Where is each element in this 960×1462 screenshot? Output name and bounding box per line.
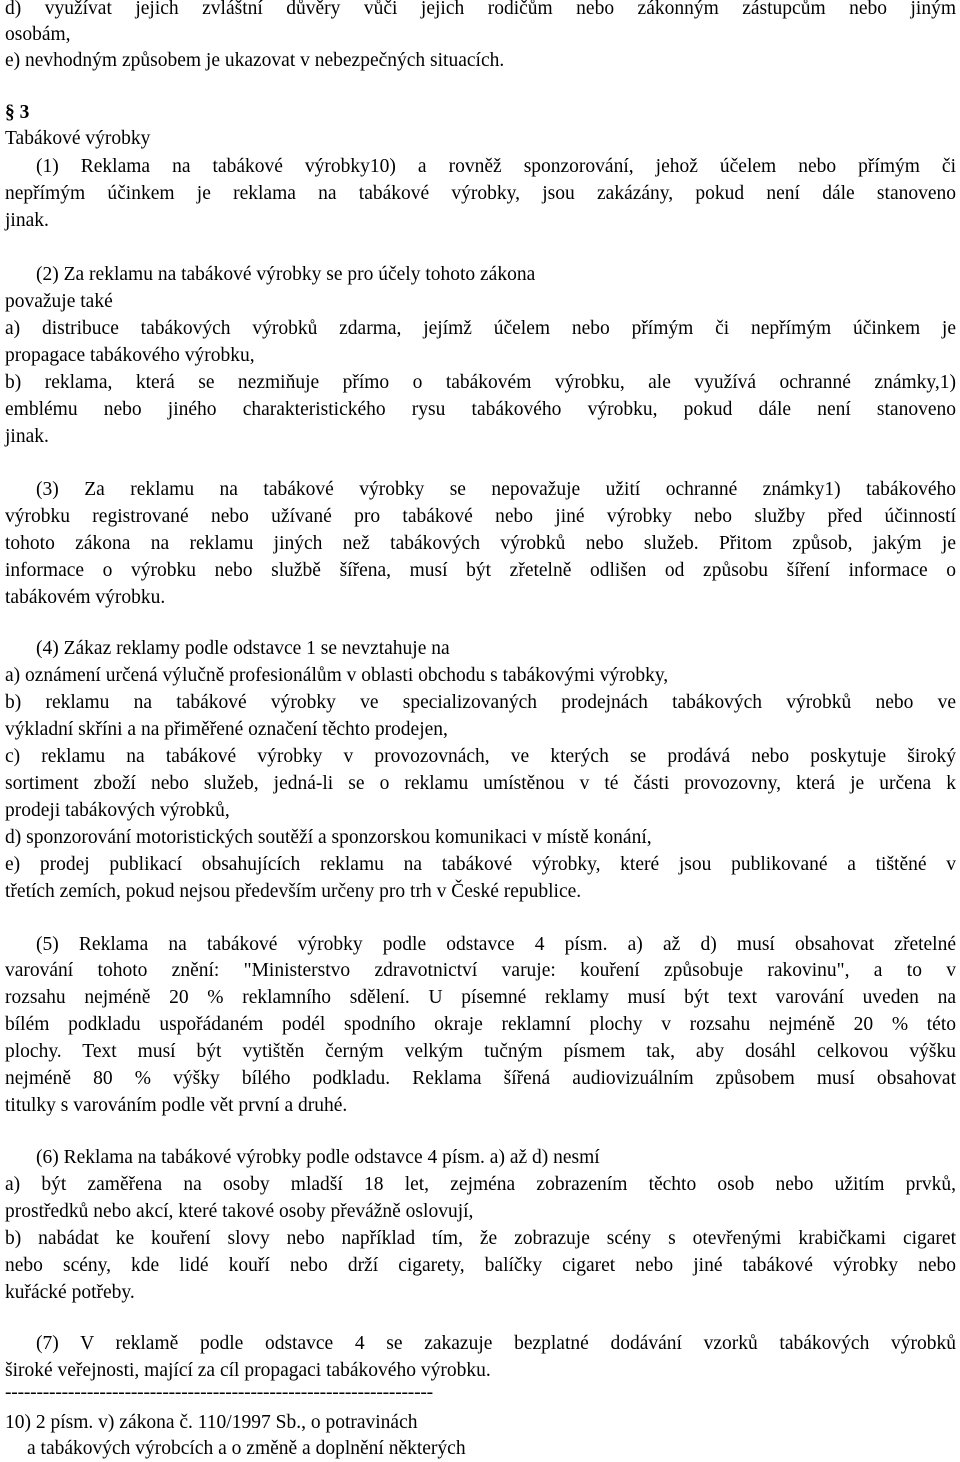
para1-line: nepřímým účinkem je reklama na tabákové výrobky, jsou zakázány, pokud není dále stanoveno bbox=[5, 183, 956, 204]
para6-line: (6) Reklama na tabákové výrobky podle odstavce 4 písm. a) až d) nesmí bbox=[36, 1147, 600, 1168]
para6-line: kuřácké potřeby. bbox=[5, 1282, 135, 1303]
para3-line: (3) Za reklamu na tabákové výrobky se nepovažuje užití ochranné známky1) tabákového bbox=[36, 479, 956, 500]
para2-line: propagace tabákového výrobku, bbox=[5, 345, 255, 366]
para5-line: (5) Reklama na tabákové výrobky podle odstavce 4 písm. a) až d) musí obsahovat zřetelné bbox=[36, 934, 956, 955]
list-item-d: d) využívat jejich zvláštní důvěry vůči jejich rodičům nebo zákonným zástupcům nebo jiným bbox=[5, 0, 956, 19]
para3-line: informace o výrobku nebo službě šířena, musí být zřetelně odlišen od způsobu šíření informace o bbox=[5, 560, 956, 581]
para2-line: a) distribuce tabákových výrobků zdarma, jejímž účelem nebo přímým či nepřímým účinkem je bbox=[5, 318, 956, 339]
para4-line: c) reklamu na tabákové výrobky v provozovnách, ve kterých se prodává nebo poskytuje široký bbox=[5, 746, 956, 767]
para5-line: plochy. Text musí být vytištěn černým velkým tučným písmem tak, aby dosáhl celkovou výšku bbox=[5, 1041, 956, 1062]
para5-line: nejméně 80 % výšky bílého podkladu. Reklama šířená audiovizuálním způsobem musí obsahovat bbox=[5, 1068, 956, 1089]
para4-line: výkladní skříni a na přiměřené označení těchto prodejen, bbox=[5, 719, 448, 740]
para4-line: sortiment zboží nebo služeb, jedná-li se o reklamu umístěnou v té části provozovny, která je určena k bbox=[5, 773, 956, 794]
para6-line: prostředků nebo akcí, které takové osoby převážně oslovují, bbox=[5, 1201, 474, 1222]
para5-line: bílém podkladu uspořádaném podél spodního okraje reklamní plochy v rozsahu nejméně 20 % této bbox=[5, 1014, 956, 1035]
footnote-line: a tabákových výrobcích a o změně a doplnění některých bbox=[27, 1438, 466, 1459]
para4-line: d) sponzorování motoristických soutěží a sponzorskou komunikaci v místě konání, bbox=[5, 827, 652, 848]
para6-line: nebo scény, kde lidé kouří nebo drží cigarety, balíčky cigaret nebo jiné tabákové výrobky nebo bbox=[5, 1255, 956, 1276]
para4-line: e) prodej publikací obsahujících reklamu na tabákové výrobky, které jsou publikované a tištěné v bbox=[5, 854, 956, 875]
para7-line: široké veřejnosti, mající za cíl propagaci tabákového výrobku. bbox=[5, 1360, 491, 1381]
section-title: Tabákové výrobky bbox=[5, 128, 151, 149]
para5-line: rozsahu nejméně 20 % reklamního sdělení. U písemné reklamy musí být text varování uveden na bbox=[5, 987, 956, 1008]
para7-line: (7) V reklamě podle odstavce 4 se zakazuje bezplatné dodávání vzorků tabákových výrobků bbox=[36, 1333, 956, 1354]
para6-line: b) nabádat ke kouření slovy nebo například tím, že zobrazuje scény s otevřenými krabičkami cigaret bbox=[5, 1228, 956, 1249]
para4-line: prodeji tabákových výrobků, bbox=[5, 800, 230, 821]
para4-line: třetích zemích, pokud nejsou především určeny pro trh v České republice. bbox=[5, 881, 582, 902]
footnote-line: 10) 2 písm. v) zákona č. 110/1997 Sb., o potravinách bbox=[5, 1412, 418, 1433]
para2-line: jinak. bbox=[5, 426, 49, 447]
para1-line: (1) Reklama na tabákové výrobky10) a rovněž sponzorování, jehož účelem nebo přímým či bbox=[36, 156, 956, 177]
para2-line: emblému nebo jiného charakteristického rysu tabákového výrobku, pokud dále není stanoveno bbox=[5, 399, 956, 420]
para3-line: výrobku registrované nebo užívané pro tabákové nebo jiné výrobky nebo služby před účinností bbox=[5, 506, 956, 527]
para5-line: varování tohoto znění: "Ministerstvo zdravotnictví varuje: kouření způsobuje rakovinu", a to v bbox=[5, 960, 956, 981]
para6-line: a) být zaměřena na osoby mladší 18 let, zejména zobrazením těchto osob nebo užitím prvků, bbox=[5, 1174, 956, 1195]
para1-line: jinak. bbox=[5, 210, 49, 231]
para5-line: titulky s varováním podle vět první a druhé. bbox=[5, 1095, 348, 1116]
para4-line: b) reklamu na tabákové výrobky ve specializovaných prodejnách tabákových výrobků nebo ve bbox=[5, 692, 956, 713]
para3-line: tabákovém výrobku. bbox=[5, 587, 166, 608]
para3-line: tohoto zákona na reklamu jiných než tabákových výrobků nebo služeb. Přitom způsob, jakým je bbox=[5, 533, 956, 554]
para4-line: (4) Zákaz reklamy podle odstavce 1 se nevztahuje na bbox=[36, 638, 450, 659]
para4-line: a) oznámení určená výlučně profesionálům v oblasti obchodu s tabákovými výrobky, bbox=[5, 665, 669, 686]
footnote-separator: -------------------------------------------------------------------- bbox=[5, 1382, 433, 1403]
list-item-e: e) nevhodným způsobem je ukazovat v nebezpečných situacích. bbox=[5, 50, 505, 71]
para2-line: b) reklama, která se nezmiňuje přímo o tabákovém výrobku, ale využívá ochranné známky,1) bbox=[5, 372, 956, 393]
list-item-d-continued: osobám, bbox=[5, 24, 71, 45]
para2-line: (2) Za reklamu na tabákové výrobky se pro účely tohoto zákona bbox=[36, 264, 536, 285]
section-number: § 3 bbox=[5, 102, 30, 123]
para2-line: považuje také bbox=[5, 291, 113, 312]
